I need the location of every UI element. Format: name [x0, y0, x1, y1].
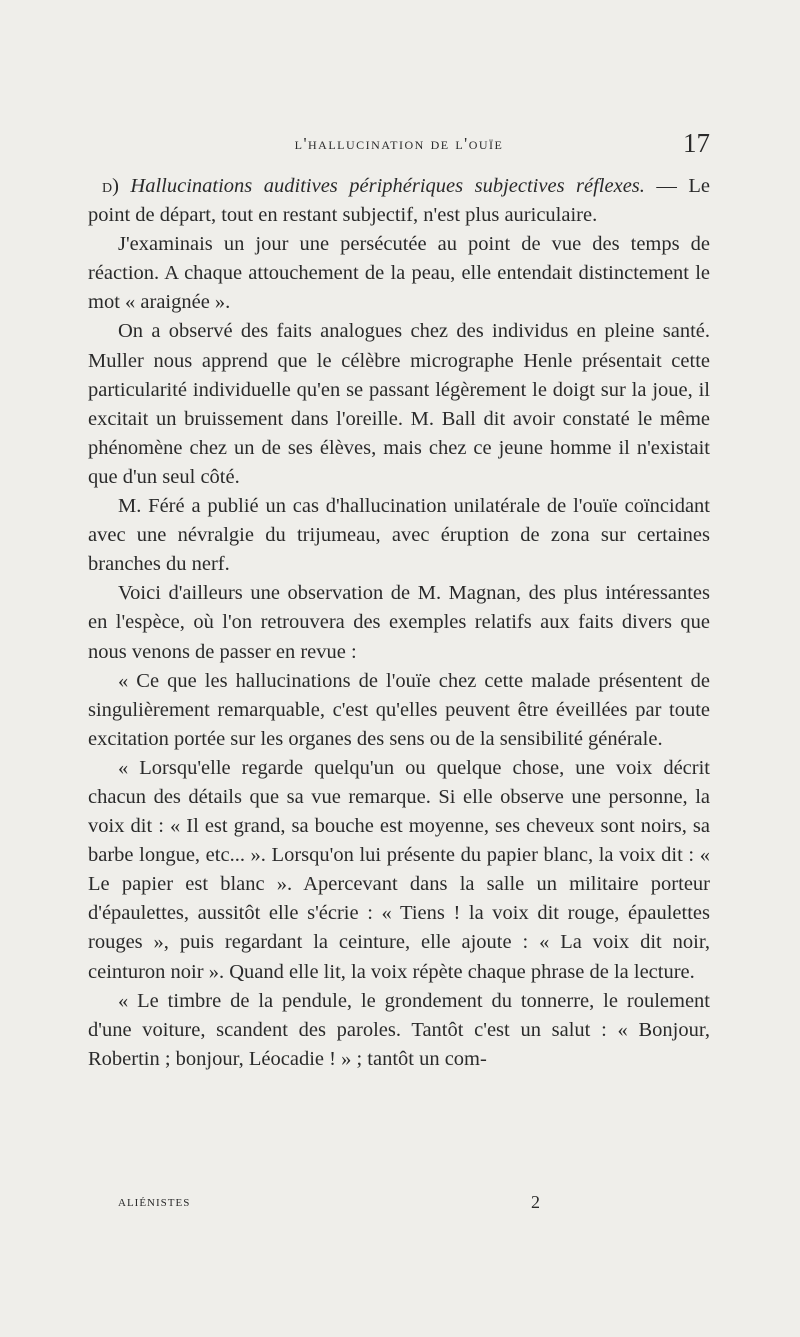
paragraph: « Lorsqu'elle regarde quelqu'un ou quelque chose, une voix décrit chacun des détails que sa vue remarque. Si elle observe une personne, la voix dit : « Il est grand, sa bouche est moyenne, ses cheveux sont noirs, sa barbe longue, etc... ». Lorsqu'on lui présente du papier blanc, la voix dit : « Le papier est blanc ». Apercevant dans la salle un militaire porteur d'épaulettes, aussitôt elle s'écrie : « Tiens ! la voix dit rouge, épaulettes rouges », puis regardant la ceinture, elle ajoute : « La voix dit noir, ceinturon noir ». Quand elle lit, la voix répète chaque phrase de la lecture.	[88, 756, 710, 983]
section-letter: d)	[102, 175, 119, 197]
paragraph: « Le timbre de la pendule, le grondement du tonnerre, le roulement d'une voiture, scandent des paroles. Tantôt c'est un salut : « Bonjour, Robertin ; bonjour, Léocadie ! » ; tantôt un com-	[88, 989, 710, 1070]
paragraph: On a observé des faits analogues chez des individus en pleine santé. Muller nous apprend que le célèbre micrographe Henle présentait cette particularité individuelle qu'en se passant légèrement le doigt sur la joue, il excitait un bruissement dans l'oreille. M. Ball dit avoir constaté le même phénomène chez un de ses élèves, mais chez ce jeune homme il n'existait que d'un seul côté.	[88, 320, 710, 488]
section-paragraph	[88, 172, 710, 230]
paragraph: « Ce que les hallucinations de l'ouïe chez cette malade présentent de singulièrement remarquable, c'est qu'elles peuvent être éveillées par toute excitation portée sur les organes des sens ou de la sensibilité générale.	[88, 669, 710, 750]
page-number: 17	[683, 128, 710, 158]
running-title: l'hallucination de l'ouïe	[294, 134, 504, 153]
paragraph: Voici d'ailleurs une observation de M. Magnan, des plus intéressantes en l'espèce, où l'on retrouvera des exemples relatifs aux faits divers que nous venons de passer en revue :	[88, 582, 710, 663]
signature-number: 2	[531, 1192, 540, 1212]
paragraph: J'examinais un jour une persécutée au point de vue des temps de réaction. A chaque attouchement de la peau, elle entendait distinctement le mot « araignée ».	[88, 233, 710, 314]
page-footer	[88, 1194, 710, 1218]
section-heading: Hallucinations auditives périphériques subjectives réflexes.	[130, 175, 645, 197]
paragraph: M. Féré a publié un cas d'hallucination unilatérale de l'ouïe coïncidant avec une névralgie du trijumeau, avec éruption de zona sur certaines branches du nerf.	[88, 495, 710, 576]
page-body	[88, 172, 710, 1074]
section-lead: — Le point de départ, tout en restant subjectif, n'est plus auriculaire.	[88, 175, 710, 227]
signature-mark: aliénistes	[118, 1194, 191, 1210]
running-header	[88, 128, 710, 164]
